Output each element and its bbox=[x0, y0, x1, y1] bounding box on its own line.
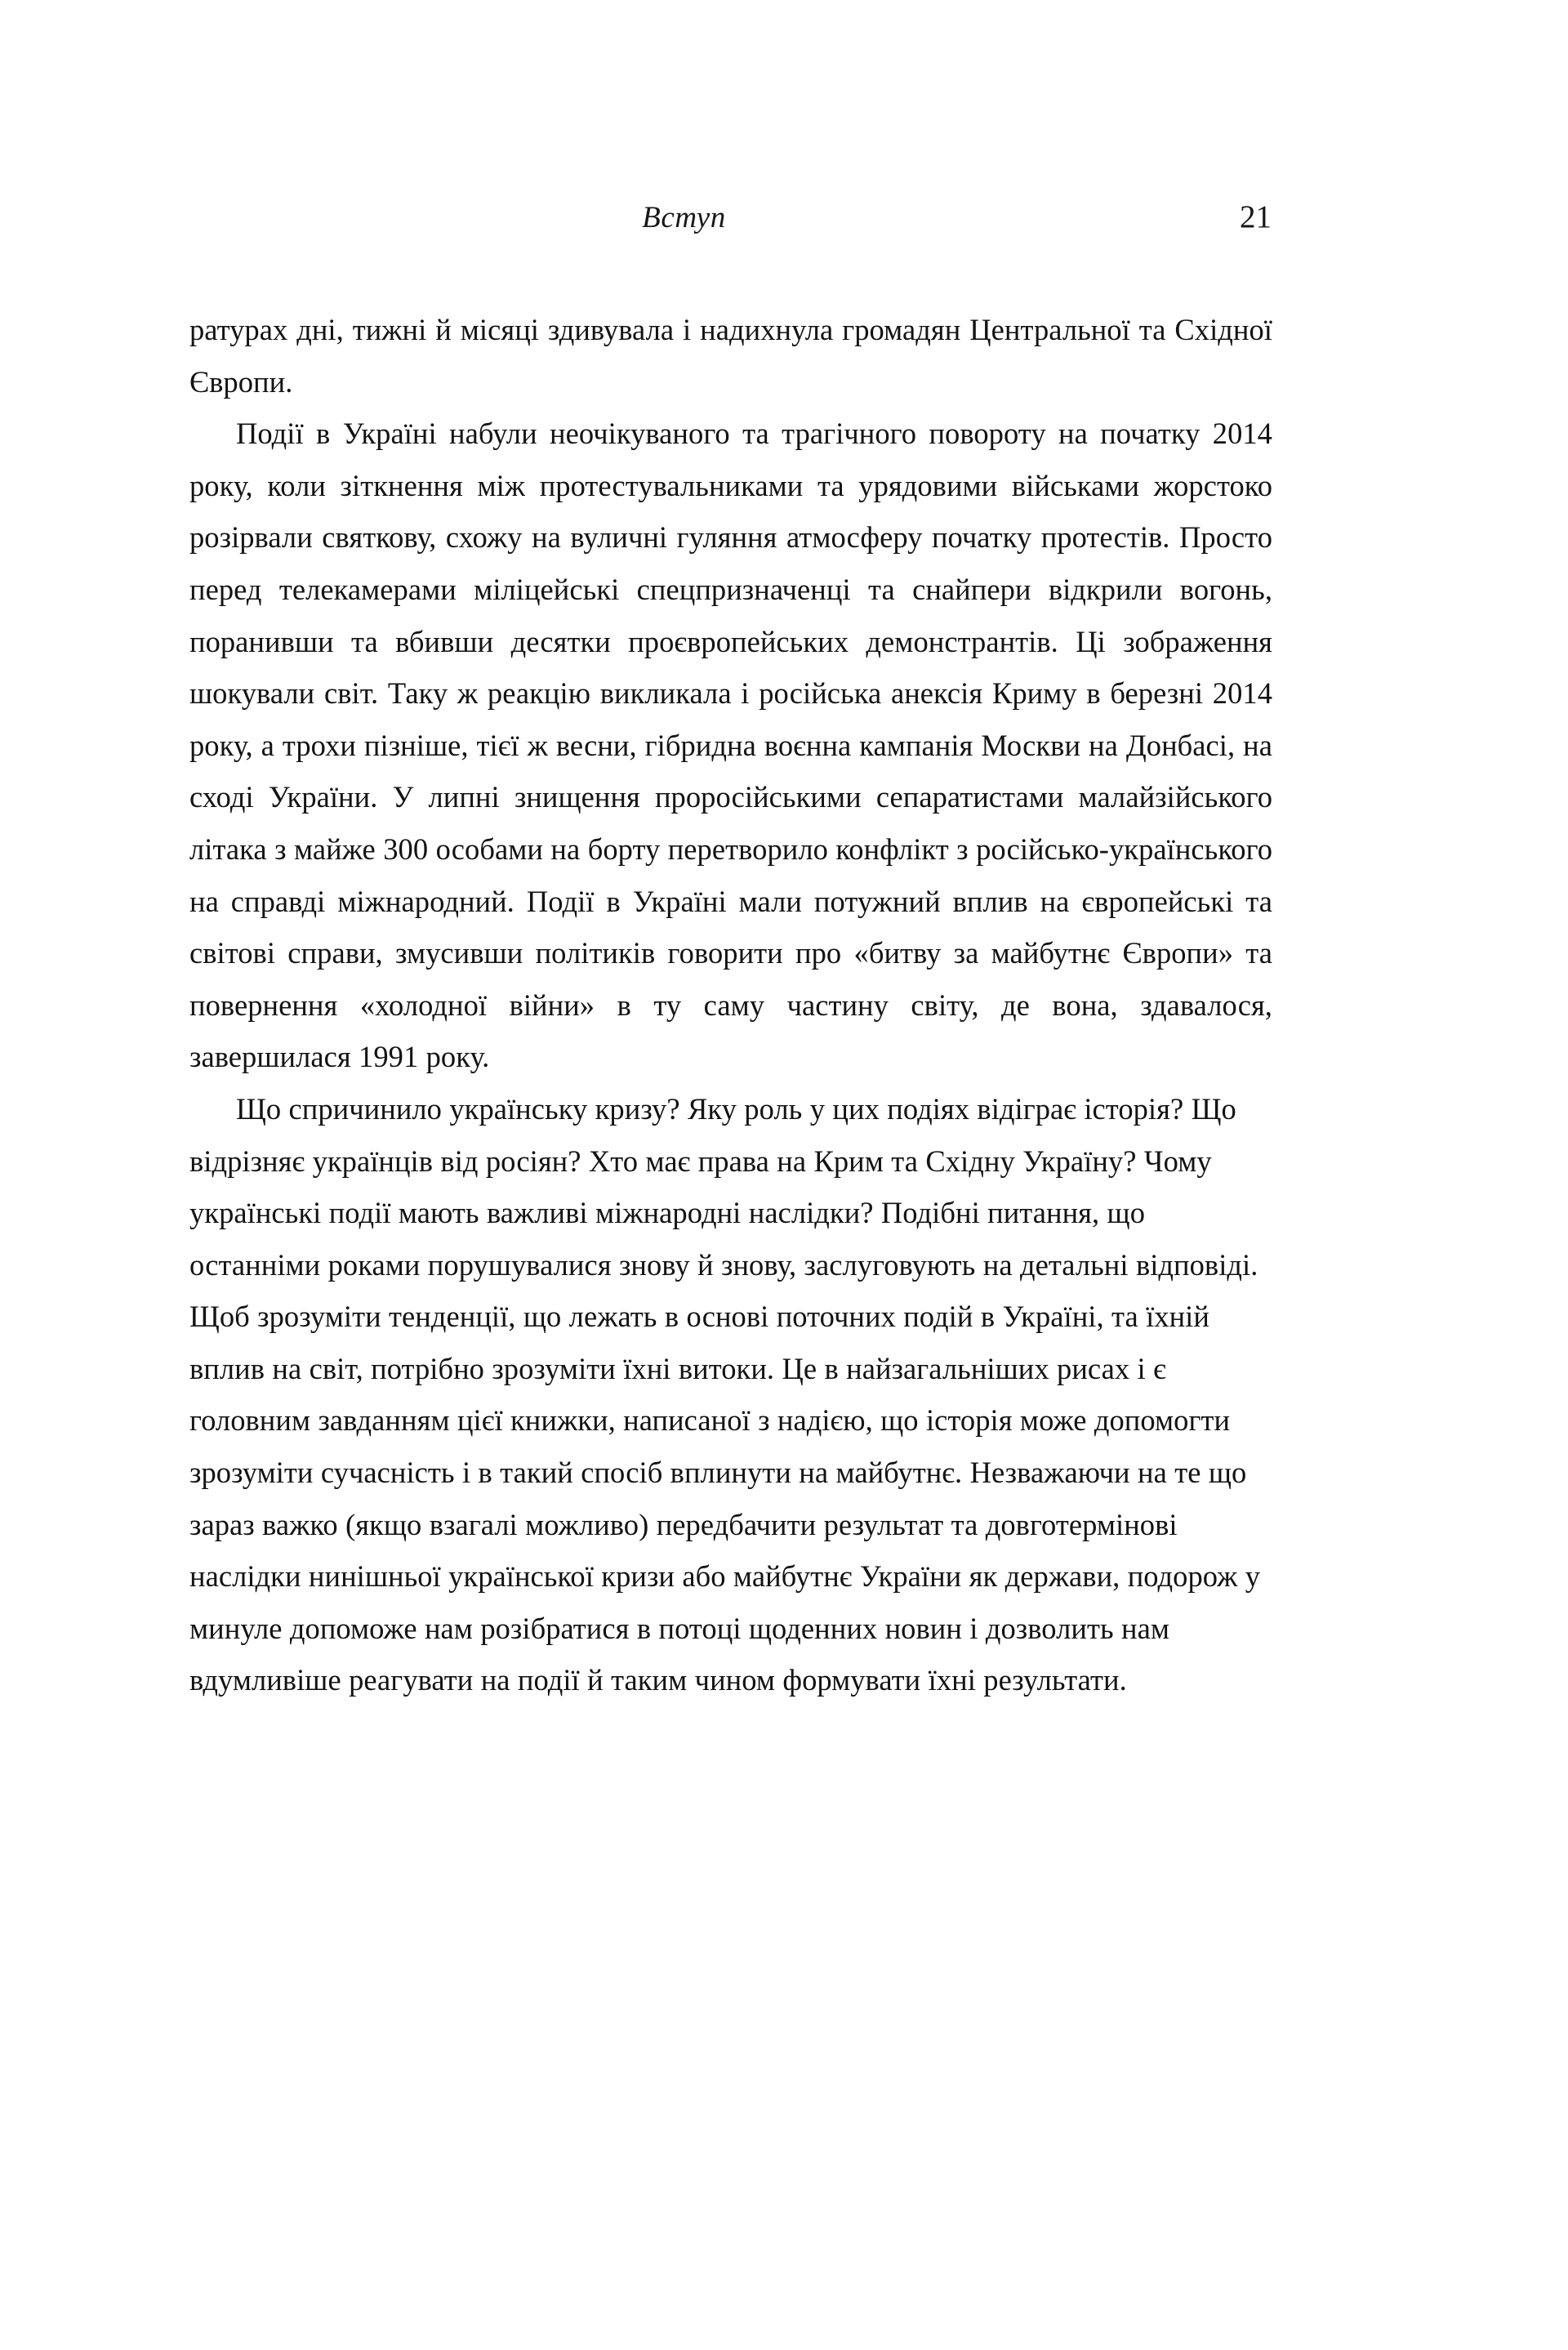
running-head-title: Вступ bbox=[642, 201, 726, 234]
paragraph-questions: Що спричинило українську кризу? Яку роль у цих подіях відіграє історія? Що відрізняє українців від росіян? Хто має права на Крим та Східну Україну? Чому українські події мають важливі міжнародні наслідки? Подібні питання, що останніми роками порушувалися знову й знову, заслуговують на детальні відповіді. Щоб зрозуміти тенденції, що лежать в основі поточних подій в Україні, та їхній вплив на світ, потрібно зрозуміти їхні витоки. Це в найзагальніших рисах і є головним завданням цієї книжки, написаної з надією, що історія може допомогти зрозуміти сучасність і в такий спосіб вплинути на майбутнє. Незважаючи на те що зараз важко (якщо взагалі можливо) передбачити результат та довготермінові наслідки нинішньої української кризи або майбутнє України як держави, подорож у минуле допоможе нам розібратися в потоці щоденних новин і дозволить нам вдумливіше реагувати на події й таким чином формувати їхні результати. bbox=[189, 1091, 1261, 1697]
page-number: 21 bbox=[1240, 199, 1272, 234]
paragraph-events-ukraine: Події в Україні набули неочікуваного та трагічного повороту на початку 2014 року, коли зіткнення між протестувальниками та урядовими військами жорстоко розірвали святкову, схожу на вуличні гуляння атмосферу початку протестів. Просто перед телекамерами міліцейські спецпризначенці та снайпери відкрили вогонь, поранивши та вбивши десятки проєвропейських демонстрантів. Ці зображення шокували світ. Таку ж реакцію викликала і російська анексія Криму в березні 2014 року, а трохи пізніше, тієї ж весни, гібридна воєнна кампанія Москви на Донбасі, на сході України. У липні знищення проросійськими сепаратистами малайзійського літака з майже 300 особами на борту перетворило конфлікт з російсько-українського на справді міжнародний. Події в Україні мали потужний вплив на європейські та світові справи, змусивши політиків говорити про «битву за майбутнє Європи» та повернення «холодної війни» в ту саму частину світу, де вона, здавалося, завершилася 1991 року. bbox=[189, 417, 1272, 1074]
body-text-block bbox=[189, 304, 1272, 1706]
running-head bbox=[189, 201, 1272, 247]
paragraph-continuation: ратурах дні, тижні й місяці здивувала і надихнула громадян Центральної та Східної Європи. bbox=[189, 313, 1272, 399]
